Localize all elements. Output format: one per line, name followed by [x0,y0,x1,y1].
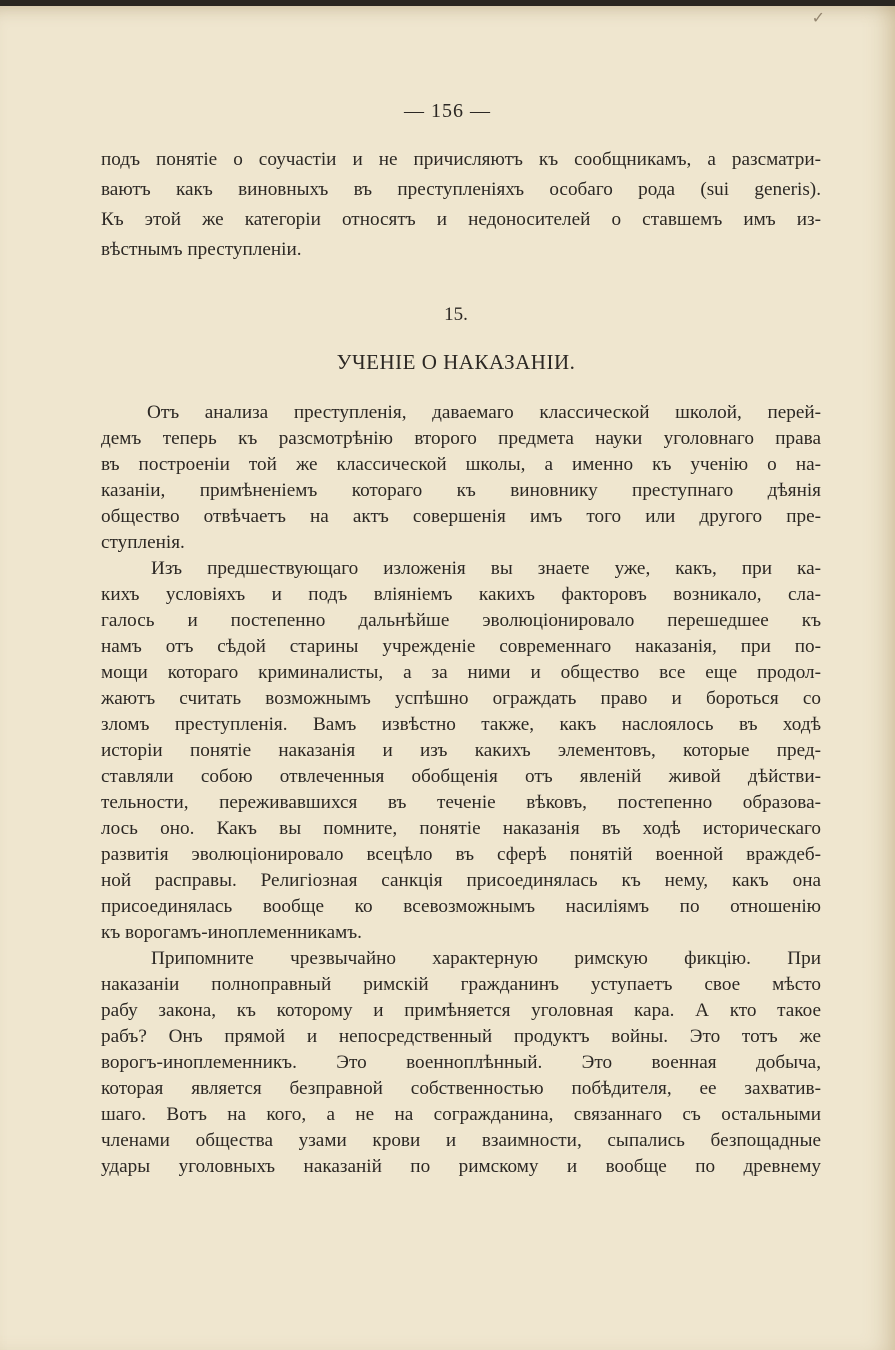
text-line: рабу закона, къ которому и примѣняется уголовная кара. А кто такое [101,1000,821,1021]
page-number: — 156 — [404,100,491,122]
pencil-mark-icon: ✓ [811,10,825,27]
text-line: Изъ предшествующаго изложенія вы знаете уже, какъ, при ка- [151,558,821,579]
text-line: членами общества узами крови и взаимности, сыпались безпощадные [101,1130,821,1151]
text-line: казаніи, примѣненіемъ котораго къ виновнику преступнаго дѣянія [101,480,821,501]
document-page [0,6,895,1350]
text-line: Отъ анализа преступленія, даваемаго классической школой, перей- [147,402,821,423]
text-line: исторіи понятіе наказанія и изъ какихъ элементовъ, которые пред- [101,740,821,761]
body-text [101,400,821,1180]
text-line: ступленія. [101,532,185,553]
text-line: рабъ? Онъ прямой и непосредственный продуктъ войны. Это тотъ же [101,1026,821,1047]
text-line: къ ворогамъ-иноплеменникамъ. [101,922,362,943]
text-line: присоединялась вообще ко всевозможнымъ насиліямъ по отношенію [101,896,821,917]
text-line: демъ теперь къ разсмотрѣнію второго предмета науки уголовнаго права [101,428,821,449]
text-line: ваютъ какъ виновныхъ въ преступленіяхъ особаго рода (sui generis). [101,179,821,200]
text-line: Къ этой же категоріи относятъ и недоносителей о ставшемъ имъ из- [101,209,821,230]
text-line: тельности, переживавшихся въ теченіе вѣковъ, постепенно образова- [101,792,821,813]
text-line: шаго. Вотъ на кого, а не на согражданина, связаннаго съ остальными [101,1104,821,1125]
text-line: удары уголовныхъ наказаній по римскому и вообще по древнему [101,1156,821,1177]
text-line: развитія эволюціонировало всецѣло въ сферѣ понятій военной враждеб- [101,844,821,865]
text-line: галось и постепенно дальнѣйше эволюціонировало перешедшее къ [101,610,821,631]
section-title: УЧЕНІЕ О НАКАЗАНІИ. [336,350,576,374]
text-line: мощи котораго криминалисты, а за ними и общество все еще продол- [101,662,821,683]
text-line: лось оно. Какъ вы помните, понятіе наказанія въ ходѣ историческаго [101,818,821,839]
text-line: ной расправы. Религіозная санкція присоединялась къ нему, какъ она [101,870,821,891]
text-line: зломъ преступленія. Вамъ извѣстно также, какъ наслоялось въ ходѣ [101,714,821,735]
text-line: въ построеніи той же классической школы, а именно къ ученію о на- [101,454,821,475]
text-line: Припомните чрезвычайно характерную римскую фикцію. При [151,948,821,969]
text-line: наказаніи полноправный римскій гражданинъ уступаетъ свое мѣсто [101,974,821,995]
section-number: 15. [444,304,468,325]
text-line: ворогъ-иноплеменникъ. Это военноплѣнный. Это военная добыча, [101,1052,821,1073]
text-line: вѣстнымъ преступленіи. [101,239,302,260]
text-line: общество отвѣчаетъ на актъ совершенія имъ того или другого пре- [101,506,821,527]
text-line: жаютъ считать возможнымъ успѣшно ограждать право и бороться со [101,688,821,709]
text-line: кихъ условіяхъ и подъ вліяніемъ какихъ факторовъ возникало, сла- [101,584,821,605]
text-line: намъ отъ сѣдой старины учрежденіе современнаго наказанія, при по- [101,636,821,657]
text-line: ставляли собою отвлеченныя обобщенія отъ явленій живой дѣйстви- [101,766,821,787]
intro-paragraph [101,147,821,263]
text-line: подъ понятіе о соучастіи и не причисляютъ къ сообщникамъ, а разсматри- [101,149,821,170]
text-line: которая является безправной собственностью побѣдителя, ее захватив- [101,1078,821,1099]
